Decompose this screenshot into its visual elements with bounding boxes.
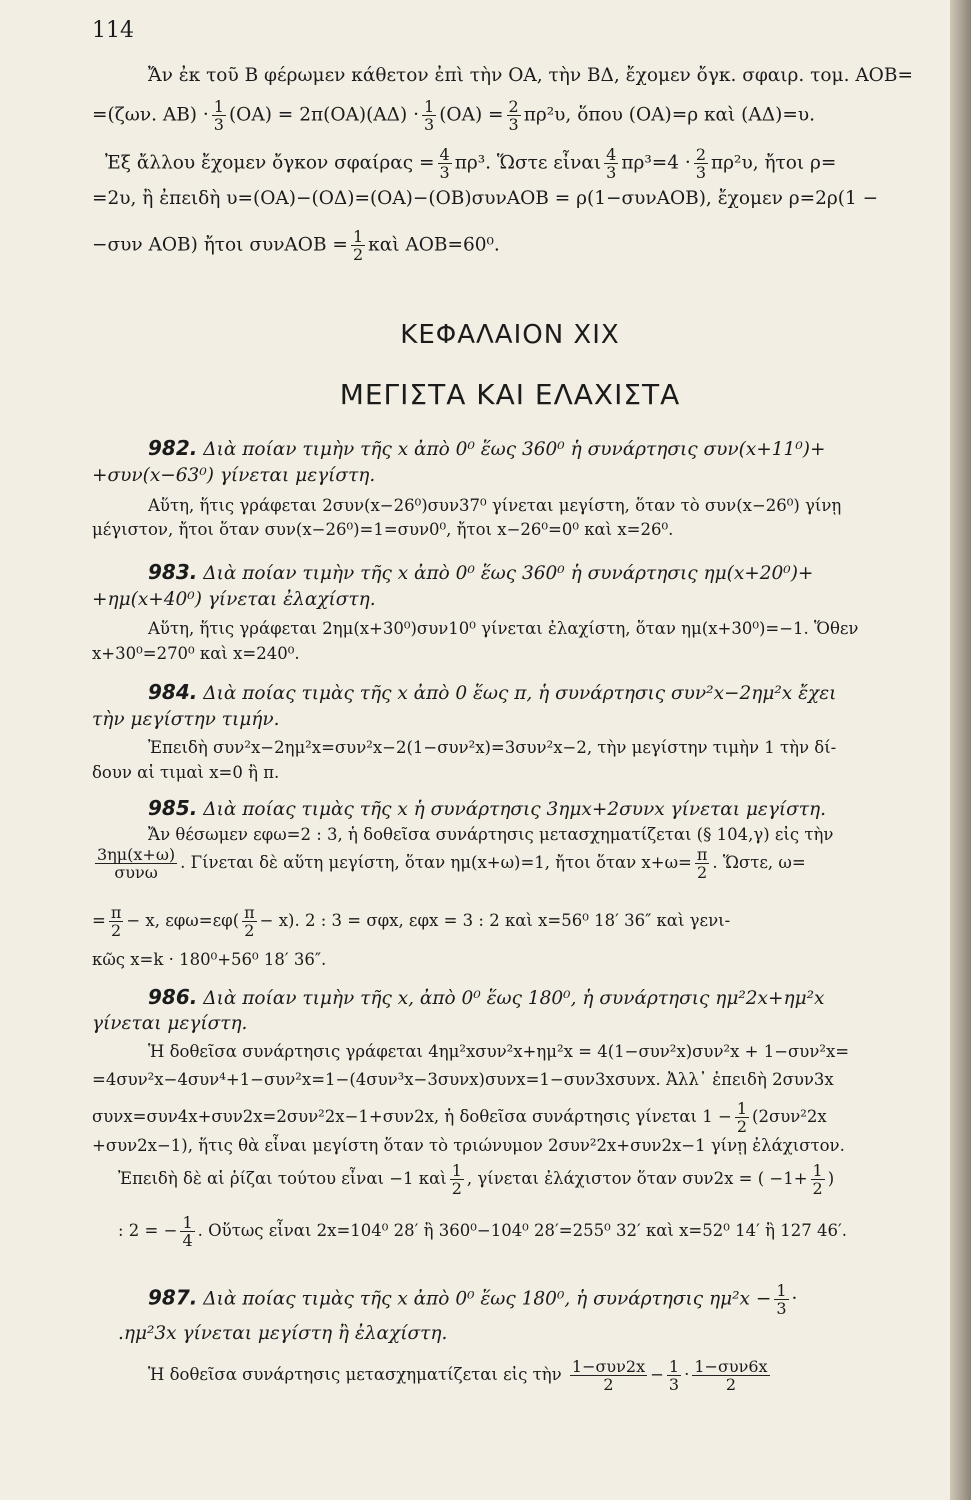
text-line: Ἡ δοθεῖσα συνάρτησις μετασχηματίζεται εἰς τὴν $\frac{\text{1−συν2x}}{2}$ − $\frac{1}{3}$ · $\frac{\text{1−συν6x}}{2}$: [148, 1357, 768, 1394]
text-line: τὴν μεγίστην τιμήν.: [92, 709, 280, 730]
text-line: =(ζων. ΑΒ) · $\frac{1}{3}$ (ΟΑ) = 2π(ΟΑ)(ΑΔ) · $\frac{1}{3}$ (ΟΑ) = $\frac{2}{3}$ πρ²υ, ὅπου (ΟΑ)=ρ καὶ (ΑΔ)=υ.: [92, 97, 815, 134]
text-line: Ἄν ἐκ τοῦ Β φέρωμεν κάθετον ἐπὶ τὴν ΟΑ, τὴν ΒΔ, ἔχομεν ὄγκ. σφαιρ. τομ. ΑΟΒ=: [148, 65, 913, 86]
text-line: Ἐπειδὴ συν²x−2ημ²x=συν²x−2(1−συν²x)=3συν²x−2, τὴν μεγίστην τιμὴν 1 τὴν δί-: [148, 738, 837, 757]
page-edge-shadow: [950, 0, 971, 1500]
text-line: δουν αἱ τιμαὶ x=0 ἢ π.: [92, 763, 280, 782]
text-line: Ἡ δοθεῖσα συνάρτησις γράφεται 4ημ²xσυν²x+ημ²x = 4(1−συν²x)συν²x + 1−συν²x=: [148, 1042, 850, 1061]
text-line: Ἐξ ἄλλου ἔχομεν ὄγκον σφαίρας = $\frac{4}{3}$ πρ³. Ὥστε εἶναι $\frac{4}{3}$ πρ³=4 · $\frac{2}{3}$ πρ²υ, ἤτοι ρ=: [105, 145, 837, 182]
text-line: −συν ΑΟΒ) ἤτοι συνΑΟΒ = $\frac{1}{2}$ καὶ ΑΟΒ=60⁰.: [92, 227, 500, 264]
text-line: $\frac{3\eta\mu(x+\omega)}{\text{συνω}}$ . Γίνεται δὲ αὕτη μεγίστη, ὅταν ημ(x+ω)=1, ἤτοι ὅταν x+ω= $\frac{\pi}{2}$ . Ὥστε, ω=: [97, 845, 806, 882]
text-line: =4συν²x−4συν⁴+1−συν²x=1−(4συν³x−3συνx)συνx=1−συν3xσυνx. Ἀλλ᾽ ἐπειδὴ 2συν3x: [92, 1070, 834, 1089]
problem-983-question: 983. Διὰ ποίαν τιμὴν τῆς x ἀπὸ 0⁰ ἕως 360⁰ ἡ συνάρτησις ημ(x+20⁰)+: [148, 560, 814, 584]
text-line: +συν(x−63⁰) γίνεται μεγίστη.: [92, 465, 376, 486]
chapter-title: ΜΕΓΙΣΤΑ ΚΑΙ ΕΛΑΧΙΣΤΑ: [339, 378, 681, 411]
text-line: Ἄν θέσωμεν εφω=2 : 3, ἡ δοθεῖσα συνάρτησις μετασχηματίζεται (§ 104,γ) εἰς τὴν: [148, 825, 834, 844]
problem-987-question: 987. Διὰ ποίας τιμὰς τῆς x ἀπὸ 0⁰ ἕως 180⁰, ἡ συνάρτησις ημ²x − $\frac{1}{3}$ ·: [148, 1281, 798, 1318]
text-line: : 2 = − $\frac{1}{4}$ . Οὕτως εἶναι 2x=104⁰ 28′ ἢ 360⁰−104⁰ 28′=255⁰ 32′ καὶ x=52⁰ 14′ ἢ 127 46′.: [118, 1213, 847, 1250]
text-line: Αὕτη, ἥτις γράφεται 2συν(x−26⁰)συν37⁰ γίνεται μεγίστη, ὅταν τὸ συν(x−26⁰) γίνῃ: [148, 496, 842, 515]
text-line: κῶς x=k · 180⁰+56⁰ 18′ 36″.: [92, 950, 327, 969]
text-line: συνx=συν4x+συν2x=2συν²2x−1+συν2x, ἡ δοθεῖσα συνάρτησις γίνεται 1 − $\frac{1}{2}$ (2συν²2x: [92, 1099, 827, 1136]
text-line: =2υ, ἢ ἐπειδὴ υ=(ΟΑ)−(ΟΔ)=(ΟΑ)−(ΟΒ)συνΑΟΒ = ρ(1−συνΑΟΒ), ἔχομεν ρ=2ρ(1 −: [92, 188, 879, 209]
text-line: +συν2x−1), ἥτις θὰ εἶναι μεγίστη ὅταν τὸ τριώνυμον 2συν²2x+συν2x−1 γίνῃ ἐλάχιστον.: [92, 1136, 845, 1155]
text-line: Αὕτη, ἥτις γράφεται 2ημ(x+30⁰)συν10⁰ γίνεται ἐλαχίστη, ὅταν ημ(x+30⁰)=−1. Ὅθεν: [148, 619, 859, 638]
problem-984-question: 984. Διὰ ποίας τιμὰς τῆς x ἀπὸ 0 ἕως π, ἡ συνάρτησις συν²x−2ημ²x ἔχει: [148, 680, 837, 704]
problem-986-question: 986. Διὰ ποίαν τιμὴν τῆς x, ἀπὸ 0⁰ ἕως 180⁰, ἡ συνάρτησις ημ²2x+ημ²x: [148, 985, 825, 1009]
chapter-number: ΚΕΦΑΛΑΙΟΝ XIX: [400, 320, 620, 350]
page-number: 114: [92, 18, 134, 43]
text-line: x+30⁰=270⁰ καὶ x=240⁰.: [92, 644, 300, 663]
text-line: μέγιστον, ἤτοι ὅταν συν(x−26⁰)=1=συν0⁰, ἤτοι x−26⁰=0⁰ καὶ x=26⁰.: [92, 520, 674, 539]
text-line: Ἐπειδὴ δὲ αἱ ῥίζαι τούτου εἶναι −1 καὶ $\frac{1}{2}$ , γίνεται ἐλάχιστον ὅταν συν2x = ( −1+ $\frac{1}{2}$ ): [118, 1161, 835, 1198]
problem-985-question: 985. Διὰ ποίας τιμὰς τῆς x ἡ συνάρτησις 3ημx+2συνx γίνεται μεγίστη.: [148, 796, 826, 820]
text-line: +ημ(x+40⁰) γίνεται ἐλαχίστη.: [92, 589, 376, 610]
text-line: γίνεται μεγίστη.: [92, 1013, 248, 1034]
problem-982-question: 982. Διὰ ποίαν τιμὴν τῆς x ἀπὸ 0⁰ ἕως 360⁰ ἡ συνάρτησις συν(x+11⁰)+: [148, 436, 826, 460]
text-line: = $\frac{\pi}{2}$ − x, εφω=εφ( $\frac{\pi}{2}$ − x). 2 : 3 = σφx, εφx = 3 : 2 καὶ x=56⁰ 18′ 36″ καὶ γενι-: [92, 903, 731, 940]
text-line: .ημ²3x γίνεται μεγίστη ἢ ἐλαχίστη.: [118, 1323, 448, 1344]
